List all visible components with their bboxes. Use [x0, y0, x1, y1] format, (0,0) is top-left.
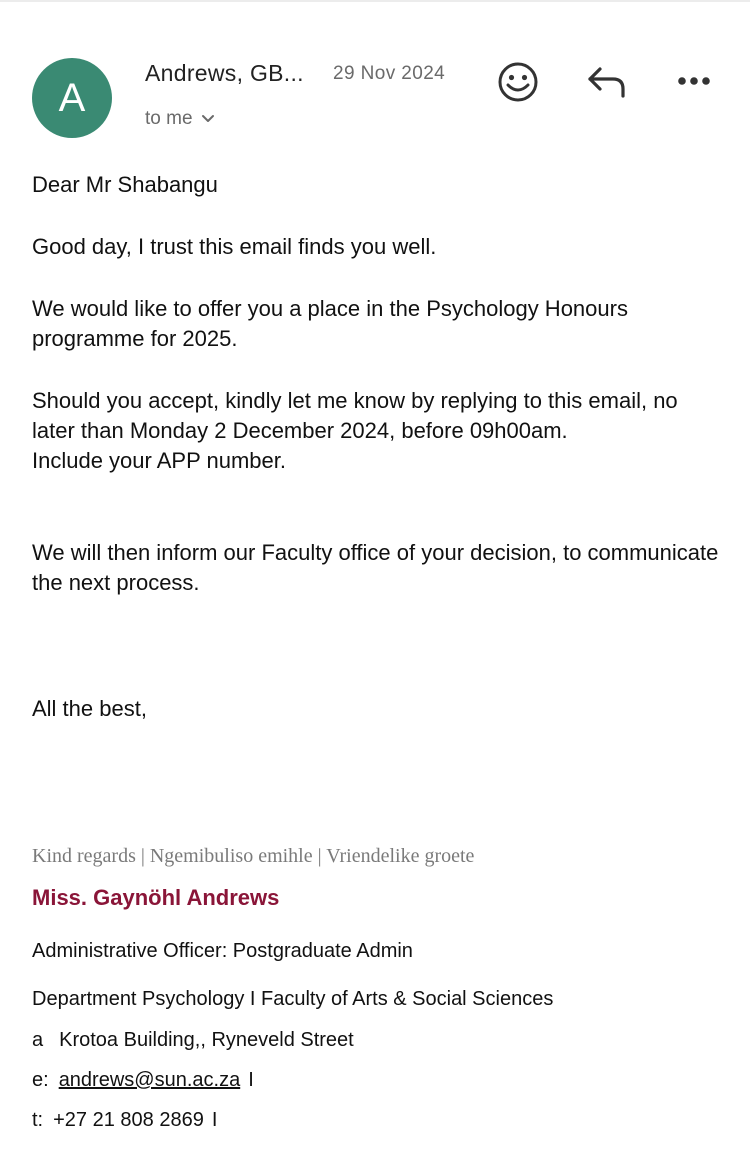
body-paragraph	[32, 386, 722, 476]
signature-title: Administrative Officer: Postgraduate Admin	[32, 940, 413, 962]
top-divider	[0, 0, 750, 2]
body-line: Include your APP number.	[32, 448, 286, 473]
email-separator: I	[248, 1069, 254, 1091]
add-reaction-button[interactable]	[496, 60, 540, 104]
email-date: 29 Nov 2024	[333, 63, 446, 84]
greeting: Dear Mr Shabangu	[32, 172, 218, 197]
chevron-down-icon	[201, 114, 215, 124]
emoji-icon	[496, 60, 540, 104]
body-paragraph: Good day, I trust this email finds you well.	[32, 234, 437, 259]
address-text: Krotoa Building,, Ryneveld Street	[59, 1029, 354, 1051]
body-paragraph: We would like to offer you a place in the Psychology Honours programme for 2025.	[32, 296, 628, 351]
more-icon	[673, 66, 717, 96]
address-label: a	[32, 1029, 44, 1051]
signature-email	[32, 1069, 254, 1092]
sender-name[interactable]: Andrews, GB...	[145, 60, 304, 86]
closing: All the best,	[32, 696, 147, 721]
more-options-button[interactable]	[673, 66, 717, 96]
avatar[interactable]	[32, 58, 112, 138]
email-link[interactable]: andrews@sun.ac.za	[58, 1069, 241, 1091]
body-line: Should you accept, kindly let me know by replying to this email, no later than Monday 2 December 2024, before 09h00am.	[32, 388, 678, 443]
phone-separator: I	[211, 1109, 218, 1131]
reply-icon	[585, 62, 629, 102]
reply-button[interactable]	[585, 62, 629, 102]
signature-phone	[32, 1109, 217, 1132]
recipient-toggle[interactable]	[145, 108, 215, 130]
email-label: e:	[32, 1069, 49, 1091]
signature-regards: Kind regards | Ngemibuliso emihle | Vriendelike groete	[32, 845, 475, 867]
phone-label: t:	[32, 1109, 44, 1131]
body-paragraph: We will then inform our Faculty office of your decision, to communicate the next process.	[32, 540, 719, 595]
recipient-label: to me	[145, 108, 193, 129]
signature-name: Miss. Gaynöhl Andrews	[32, 885, 280, 910]
signature-address	[32, 1029, 354, 1052]
signature-department: Department Psychology I Faculty of Arts & Social Sciences	[32, 988, 554, 1010]
phone-number[interactable]: +27 21 808 2869	[53, 1109, 204, 1131]
avatar-letter: A	[58, 75, 86, 120]
